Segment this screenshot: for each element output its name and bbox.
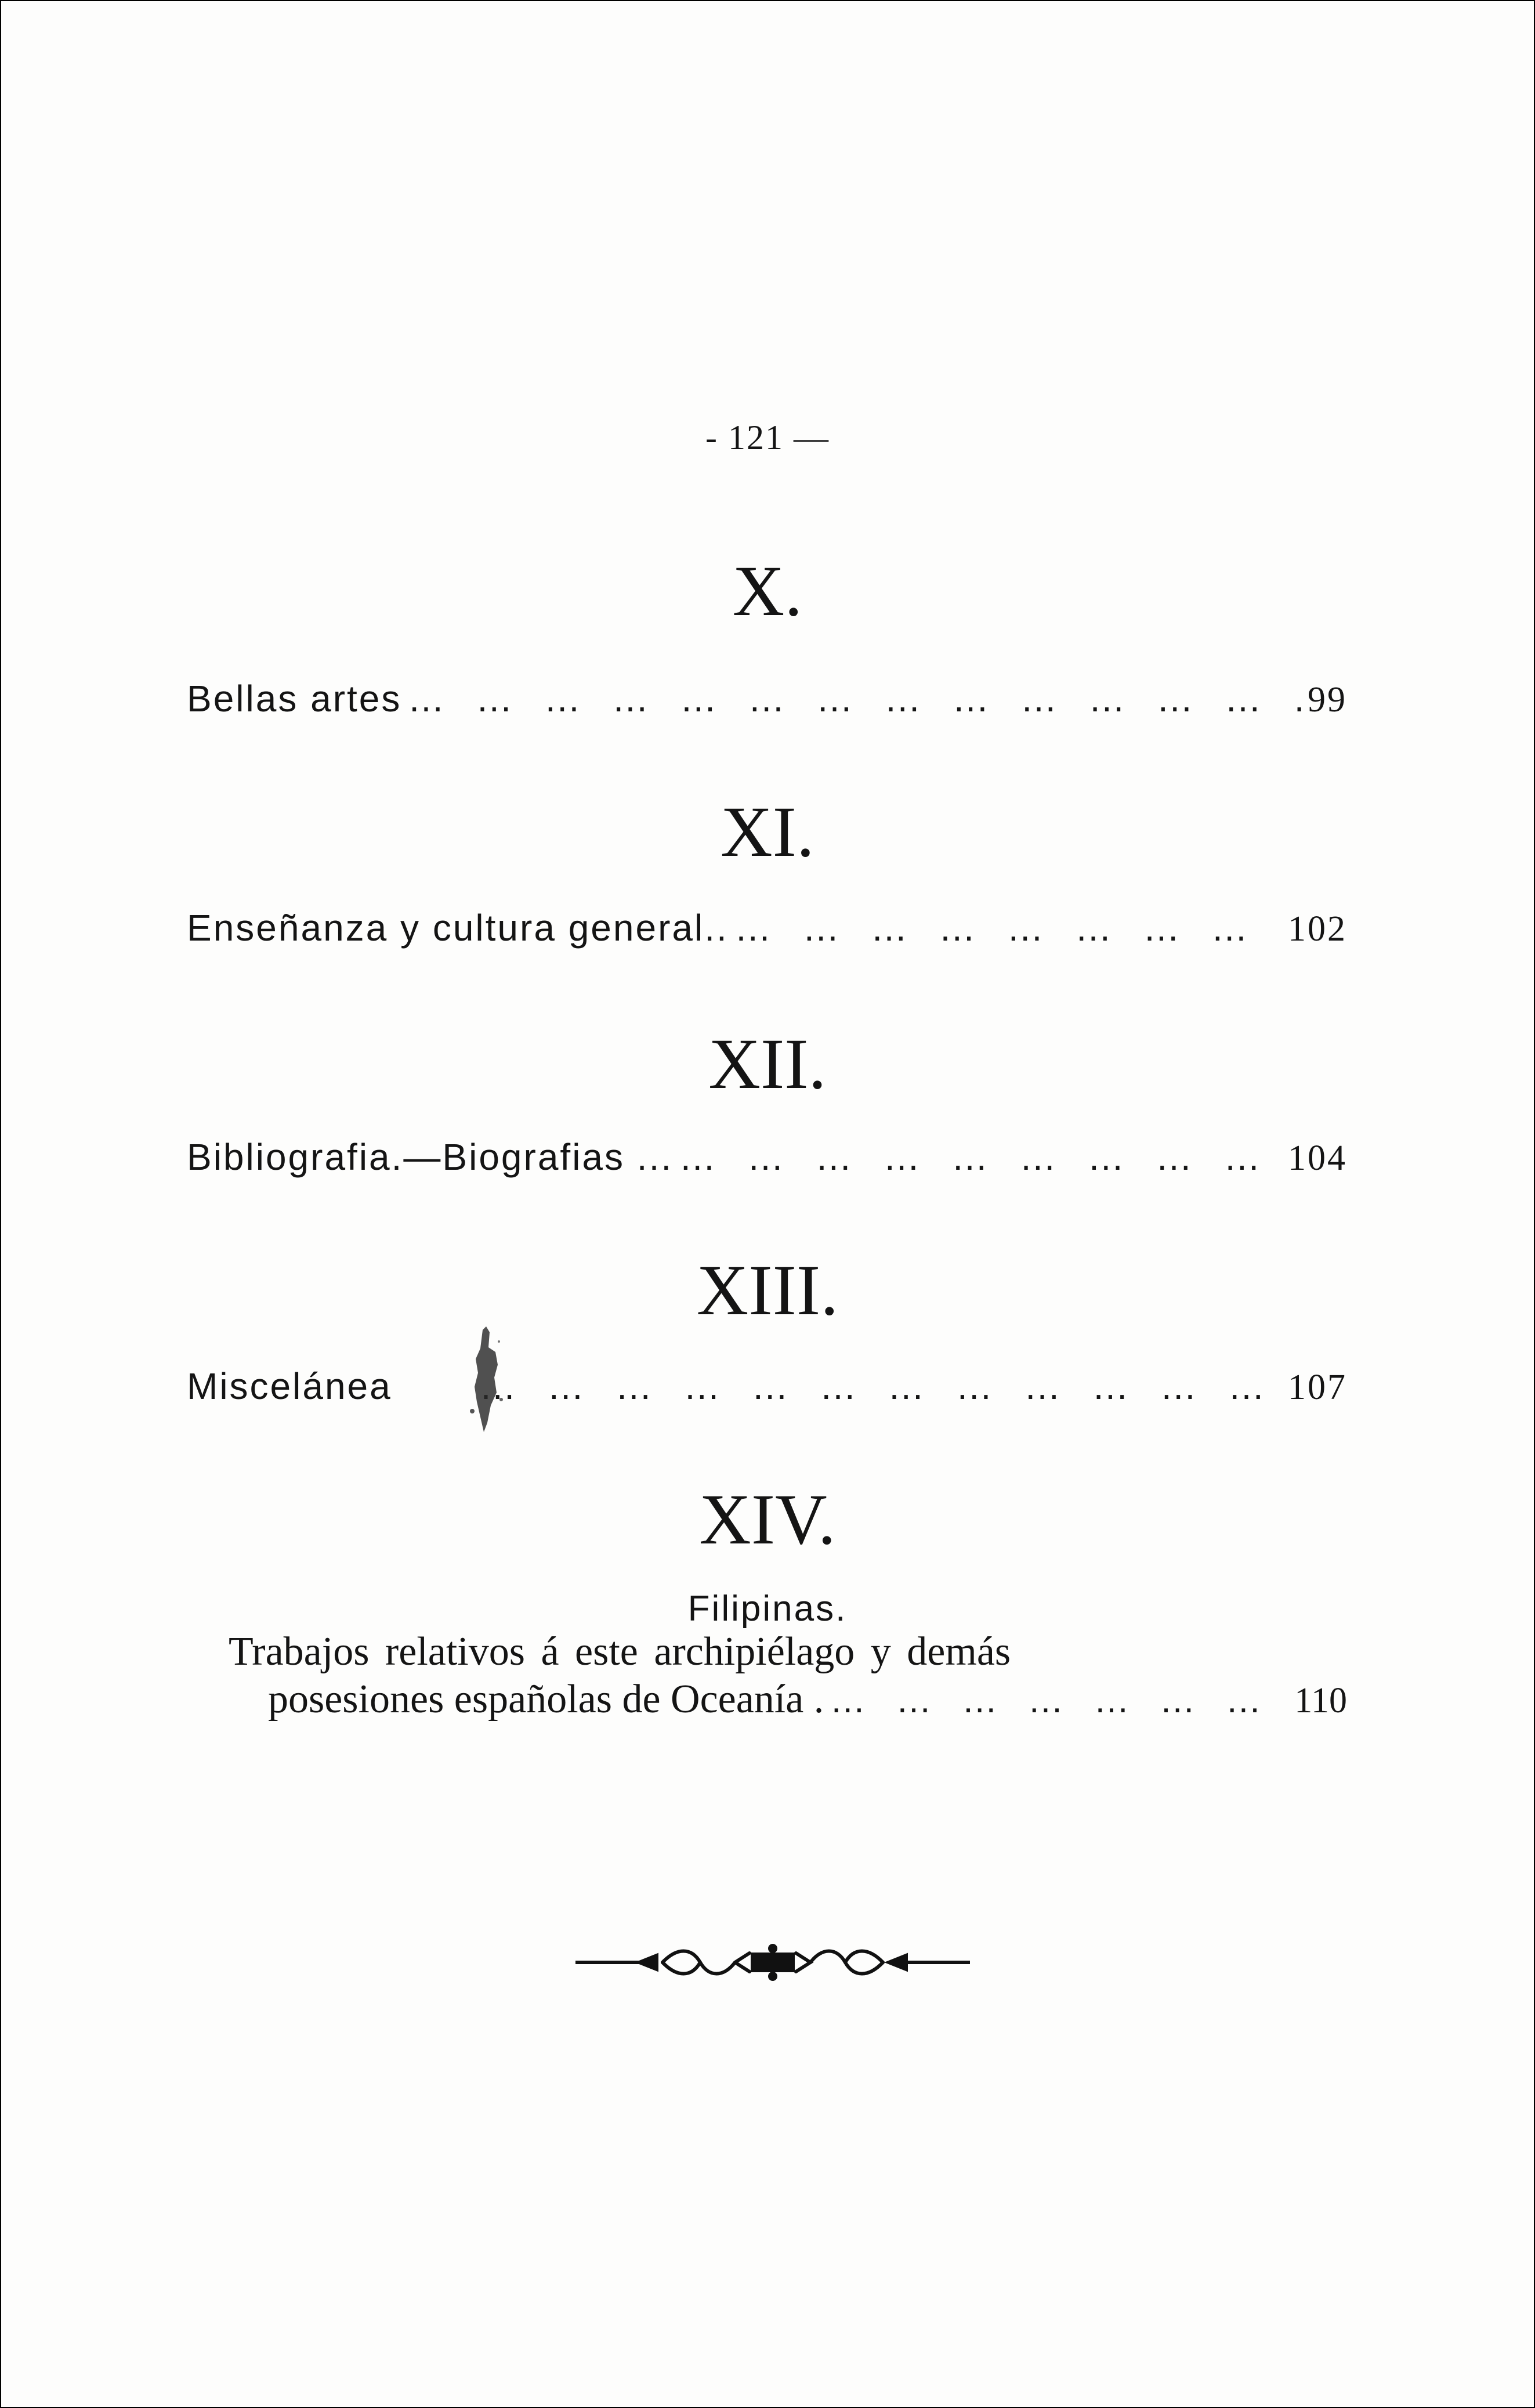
toc-entry-title: Bibliografia.—Biografias ... <box>187 1136 674 1178</box>
fleuron-rule-icon <box>575 1939 970 1986</box>
toc-entry[interactable] <box>268 1679 1347 1720</box>
toc-entry[interactable] <box>187 909 1347 947</box>
section-numeral: XIV. <box>699 1480 836 1559</box>
toc-entry[interactable] <box>187 1138 1347 1176</box>
toc-entry-page: 104 <box>1288 1138 1347 1178</box>
toc-entry-title-line2: posesiones españolas de Oceanía . <box>268 1677 824 1722</box>
toc-entry-page: 102 <box>1288 909 1347 949</box>
toc-entry-title: Bellas artes <box>187 678 402 719</box>
toc-entry-title: Enseñanza y cultura general.. <box>187 907 729 949</box>
dot-leader <box>679 1138 1282 1176</box>
ink-stain-icon <box>461 1324 513 1434</box>
dot-leader <box>479 1368 1282 1405</box>
toc-entry[interactable] <box>187 680 1347 718</box>
section-numeral: XII. <box>708 1024 827 1104</box>
toc-entry-title-line1: Trabajos relativos á este archipiélago y demás <box>229 1629 1011 1674</box>
toc-entry-title: Miscelánea <box>187 1365 392 1407</box>
toc-entry-page: 110 <box>1294 1681 1347 1720</box>
section-numeral: XIII. <box>696 1250 839 1330</box>
section-heading: Filipinas. <box>687 1589 848 1629</box>
toc-entry[interactable] <box>187 1365 1347 1407</box>
section-numeral: XI. <box>721 792 814 872</box>
dot-leader <box>734 909 1282 946</box>
toc-entry-page: 107 <box>1288 1368 1347 1407</box>
page-number: - 121 — <box>705 418 830 457</box>
section-numeral: X. <box>732 551 803 631</box>
dot-leader <box>830 1683 1288 1719</box>
dot-leader <box>407 680 1302 717</box>
toc-entry-page: 99 <box>1308 680 1347 719</box>
